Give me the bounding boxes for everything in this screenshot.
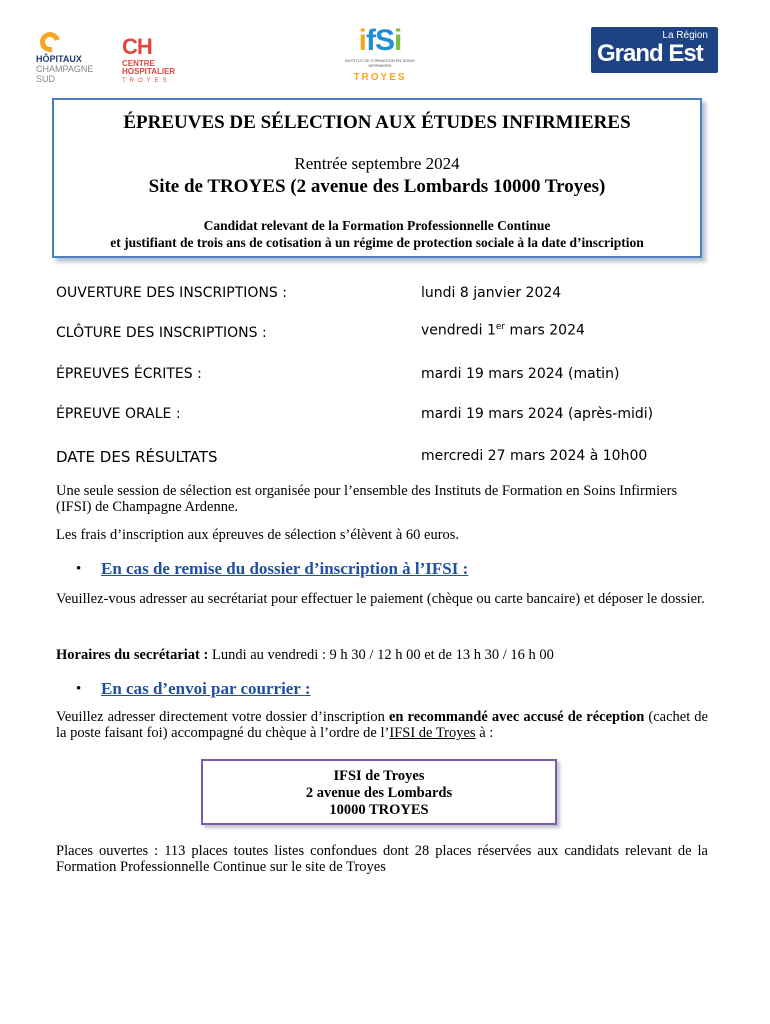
ifsi-logo-city: TROYES (353, 72, 407, 83)
places-paragraph: Places ouvertes : 113 places toutes listes confondues dont 28 places réservées aux candidats relevant de la Formation Professionnelle Continue sur le site de Troyes (56, 843, 708, 875)
site-address-heading: Site de TROYES (2 avenue des Lombards 10000 Troyes) (148, 176, 606, 197)
closing-date-day: vendredi 1 (421, 322, 496, 339)
candidate-criteria-line1: Candidat relevant de la Formation Professionnelle Continue (203, 218, 551, 233)
schedule-date-results: mercredi 27 mars 2024 à 10h00 (421, 448, 648, 464)
bullet-icon: • (76, 561, 82, 577)
hopitaux-champagne-sud-logo (36, 30, 106, 92)
page-subtitle: Rentrée septembre 2024 (294, 154, 460, 173)
region-grand-est-logo (591, 27, 718, 73)
ifsi-logo-letter: S (374, 24, 394, 57)
ch-logo-line1: CENTRE (122, 59, 155, 68)
grand-est-logo-name: Grand Est (597, 40, 703, 67)
mail-text-part: à : (475, 725, 494, 741)
ifsi-logo-letter: f (365, 24, 375, 57)
postal-address-box (201, 759, 557, 825)
ch-logo-mark: CH (122, 34, 152, 59)
fees-paragraph: Les frais d’inscription aux épreuves de sélection s’élèvent à 60 euros. (56, 527, 460, 543)
schedule-label-closing: CLÔTURE DES INSCRIPTIONS : (56, 325, 267, 341)
closing-date-month: mars 2024 (505, 322, 585, 339)
deposit-paragraph: Veuillez-vous adresser au secrétariat pour effectuer le paiement (chèque ou carte bancaire) et déposer le dossier. (56, 591, 705, 607)
hcs-logo-line3: SUD (36, 74, 56, 84)
schedule-date-closing (421, 322, 585, 339)
hcs-logo-line2: CHAMPAGNE (36, 64, 94, 74)
centre-hospitalier-troyes-logo (120, 36, 200, 86)
closing-date-ordinal: er (495, 322, 506, 332)
mail-text-emphasis: en recommandé avec accusé de réception (388, 709, 645, 725)
ifsi-logo-tagline: INSTITUT DE FORMATION EN SOINS INFIRMIERS (345, 58, 415, 68)
ifsi-logo-letter: i (394, 24, 402, 57)
address-line: IFSI de Troyes (333, 768, 425, 784)
section-heading-deposit: En cas de remise du dossier d’inscription à l’IFSI : (101, 559, 469, 578)
ch-logo-line2: HOSPITALIER (122, 67, 176, 76)
schedule-label-opening: OUVERTURE DES INSCRIPTIONS : (56, 285, 287, 301)
secretariat-hours (56, 647, 708, 663)
hcs-ring-icon (36, 28, 63, 55)
ifsi-troyes-underlined: IFSI de Troyes (389, 725, 476, 741)
schedule-label-oral: ÉPREUVE ORALE : (56, 406, 181, 422)
session-paragraph: Une seule session de sélection est organisée pour l’ensemble des Instituts de Formation en Soins Infirmiers (IFSI) de Champagne Ardenne. (56, 483, 678, 515)
hours-label: Horaires du secrétariat : (56, 647, 209, 663)
mail-text-part: (cachet de la poste faisant foi) accompagné du chèque à l’ordre de l’ (56, 709, 708, 741)
schedule-label-results: DATE DES RÉSULTATS (56, 448, 218, 466)
section-heading-mail: En cas d’envoi par courrier : (101, 679, 311, 698)
address-line: 10000 TROYES (329, 802, 429, 818)
schedule-date-opening: lundi 8 janvier 2024 (421, 285, 562, 301)
schedule-label-written: ÉPREUVES ÉCRITES : (56, 366, 202, 382)
mail-paragraph (56, 709, 708, 741)
header-box (52, 98, 702, 258)
schedule-date-written: mardi 19 mars 2024 (matin) (421, 366, 620, 382)
bullet-icon: • (76, 681, 82, 697)
page-title: ÉPREUVES DE SÉLECTION AUX ÉTUDES INFIRMIERES (123, 112, 631, 133)
hcs-logo-line1: HÔPITAUX (36, 54, 82, 64)
grand-est-logo-region: La Région (662, 30, 708, 41)
schedule-date-oral: mardi 19 mars 2024 (après-midi) (421, 406, 654, 422)
ifsi-troyes-logo (340, 26, 420, 92)
hours-value: Lundi au vendredi : 9 h 30 / 12 h 00 et de 13 h 30 / 16 h 00 (208, 647, 554, 663)
ifsi-logo-letter: i (358, 24, 366, 57)
ch-logo-line3: TROYES (122, 78, 171, 84)
address-line: 2 avenue des Lombards (305, 785, 453, 801)
candidate-criteria-line2: et justifiant de trois ans de cotisation à un régime de protection sociale à la date d’inscription (110, 235, 644, 250)
mail-text-part: Veuillez adresser directement votre dossier d’inscription (56, 709, 389, 725)
ifsi-logo-brand (340, 26, 420, 56)
